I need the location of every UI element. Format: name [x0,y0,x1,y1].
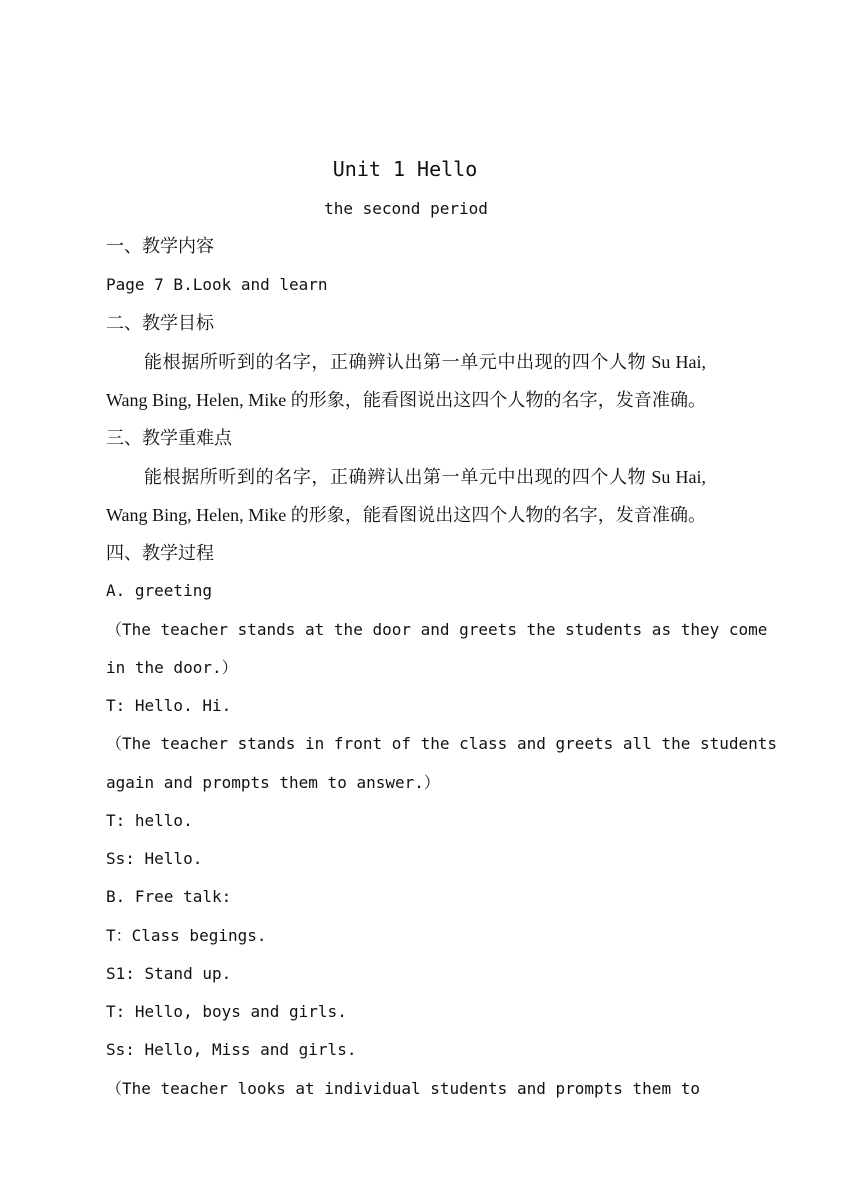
section-heading-content: 一、教学内容 [106,236,214,256]
paragraph-line: 能根据所听到的名字，正确辨认出第一单元中出现的四个人物 Su Hai, [144,467,706,487]
section-heading-key-points: 三、教学重难点 [106,428,232,448]
paragraph-line: Wang Bing, Helen, Mike 的形象，能看图说出这四个人物的名字，发音准确。 [106,505,706,525]
dialogue-line: S1: Stand up. [106,964,232,983]
paragraph-line: 能根据所听到的名字，正确辨认出第一单元中出现的四个人物 Su Hai, [144,352,706,372]
paragraph-line: Wang Bing, Helen, Mike 的形象，能看图说出这四个人物的名字，发音准确。 [106,390,706,410]
paragraph-line: A. greeting [106,581,212,600]
section-heading-process: 四、教学过程 [106,543,214,563]
dialogue-line: Ss: Hello, Miss and girls. [106,1040,357,1059]
paragraph-line: Page 7 B.Look and learn [106,275,328,294]
section-heading-objectives: 二、教学目标 [106,313,214,333]
paragraph-line: （The teacher stands in front of the class and greets all the students [106,734,778,753]
paragraph-line: again and prompts them to answer.） [106,773,440,792]
dialogue-line: T：Class begings. [106,926,267,945]
dialogue-line: T: Hello. Hi. [106,696,232,715]
paragraph-line: （The teacher looks at individual students and prompts them to [106,1079,700,1098]
dialogue-line: T: hello. [106,811,193,830]
dialogue-line: T: Hello, boys and girls. [106,1002,347,1021]
paragraph-line: in the door.） [106,658,238,677]
document-subtitle: the second period [324,199,488,218]
paragraph-line: （The teacher stands at the door and greets the students as they come [106,620,768,639]
document-title: Unit 1 Hello [332,157,478,181]
dialogue-line: Ss: Hello. [106,849,203,868]
paragraph-line: B. Free talk: [106,887,232,906]
